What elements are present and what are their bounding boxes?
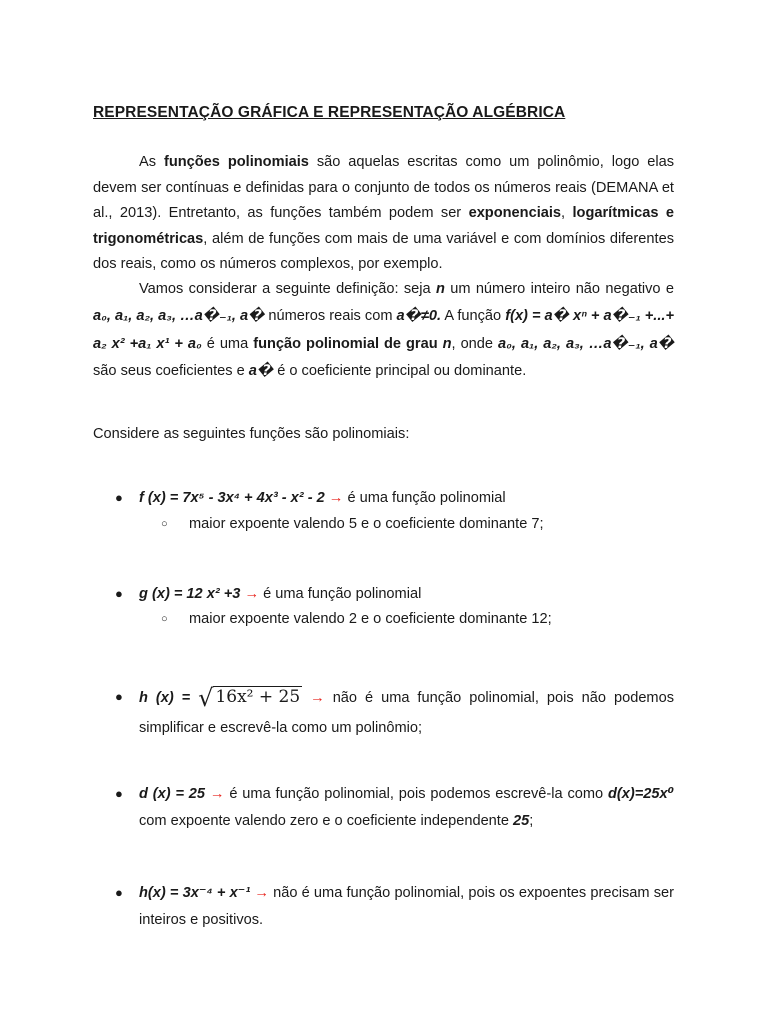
item-description: é uma função polinomial, pois podemos escrevê-la como xyxy=(224,786,608,802)
right-arrow-icon: → xyxy=(244,586,260,602)
p1-bold-polynomial-functions: funções polinomiais xyxy=(163,154,309,170)
p2-text-6: , onde xyxy=(451,335,499,352)
p2-coefficient-list: a₀, a₁, a₂, a₃, …a�₋₁, a� xyxy=(93,308,265,325)
list-item-text xyxy=(139,581,674,608)
p2-text-5: é uma xyxy=(201,335,254,352)
document-title: REPRESENTAÇÃO GRÁFICA E REPRESENTAÇÃO ALGÉBRICA xyxy=(93,104,566,121)
p2-leading-coef: a� xyxy=(248,362,274,379)
right-arrow-icon: → xyxy=(310,690,325,706)
bullet-icon: ● xyxy=(115,786,123,801)
right-arrow-icon: → xyxy=(254,885,269,901)
p2-var-n-2: n xyxy=(442,335,452,352)
formula-f: f (x) = 7x⁵ - 3x⁴ + 4x³ - x² - 2 xyxy=(139,490,325,506)
formula-d-rewritten: d(x)=25x⁰ xyxy=(608,786,675,802)
formula-d: d (x) = 25 xyxy=(139,786,206,802)
p2-condition: a�≠0. xyxy=(396,308,442,325)
item-description: é uma função polinomial xyxy=(259,586,422,602)
p2-text-7: são seus coeficientes e xyxy=(93,362,249,379)
p2-bold-degree: função polinomial de grau xyxy=(253,335,443,352)
square-root-expression xyxy=(198,682,302,713)
p2-text-4: A função xyxy=(441,308,506,325)
p2-polynomial-formula: f(x) = a� xⁿ + a�₋₁ +...+ a₂ x² +a₁ x¹ + a₀ xyxy=(93,308,674,352)
p2-text-8: é o coeficiente principal ou dominante. xyxy=(273,362,527,379)
radicand: 16x² + 25 xyxy=(215,687,301,707)
list-item-text xyxy=(139,682,674,743)
list-item-text xyxy=(139,781,674,835)
sub-bullet-icon: ○ xyxy=(161,518,168,530)
sub-item-text: maior expoente valendo 2 e o coeficiente dominante 12; xyxy=(189,611,552,627)
formula-h: h (x) = xyxy=(139,690,199,706)
p1-bold-exponential: exponenciais xyxy=(468,205,562,221)
right-arrow-icon: → xyxy=(209,786,225,802)
item-description-3: ; xyxy=(529,813,534,829)
p2-text-1: Vamos considerar a seguinte definição: seja xyxy=(139,281,436,297)
bullet-icon: ● xyxy=(115,689,123,704)
p2-var-n: n xyxy=(435,281,445,297)
p1-bold-log-trig: logarítmicas e trigonométricas xyxy=(93,205,674,247)
bullet-icon: ● xyxy=(115,490,123,505)
p2-text-3: números reais com xyxy=(264,308,397,325)
list-item-text xyxy=(139,485,674,512)
bullet-icon: ● xyxy=(115,586,123,601)
p1-text-2: são aquelas escritas como um polinômio, logo elas devem ser contínuas e definidas para o conjunto de todos os números reais (DEMANA et al., 2013). Entretanto, as funções também podem ser xyxy=(93,154,674,221)
paragraph-definition-intro xyxy=(93,150,674,278)
examples-intro: Considere as seguintes funções são polinomiais: xyxy=(93,426,410,442)
item-description: não é uma função polinomial, pois os expoentes precisam ser inteiros e positivos. xyxy=(139,885,674,928)
p1-text-1: As xyxy=(139,154,164,170)
item-description-2: com expoente valendo zero e o coeficiente independente xyxy=(139,813,514,829)
bullet-icon: ● xyxy=(115,885,123,900)
p2-text-2: um número inteiro não negativo e xyxy=(444,281,674,297)
list-item-text xyxy=(139,880,674,934)
sub-item-text: maior expoente valendo 5 e o coeficiente dominante 7; xyxy=(189,516,544,532)
formula-h-negative: h(x) = 3x⁻⁴ + x⁻¹ xyxy=(139,885,251,901)
item-description: é uma função polinomial xyxy=(343,490,506,506)
item-description: não é uma função polinomial, pois não podemos simplificar e escrevê-la como um polinômio; xyxy=(139,690,675,736)
p1-text-4: , além de funções com mais de uma variável e com domínios diferentes dos reais, como os números complexos, por exemplo. xyxy=(93,230,674,272)
right-arrow-icon: → xyxy=(328,490,344,506)
independent-coefficient: 25 xyxy=(513,813,530,829)
sub-bullet-icon: ○ xyxy=(161,613,168,625)
formula-g: g (x) = 12 x² +3 xyxy=(139,586,241,602)
p2-coefficient-list-2: a₀, a₁, a₂, a₃, …a�₋₁, a� xyxy=(498,335,674,352)
radical-icon: √ xyxy=(198,684,214,712)
p1-text-3: , xyxy=(561,205,573,221)
paragraph-definition xyxy=(93,276,674,385)
